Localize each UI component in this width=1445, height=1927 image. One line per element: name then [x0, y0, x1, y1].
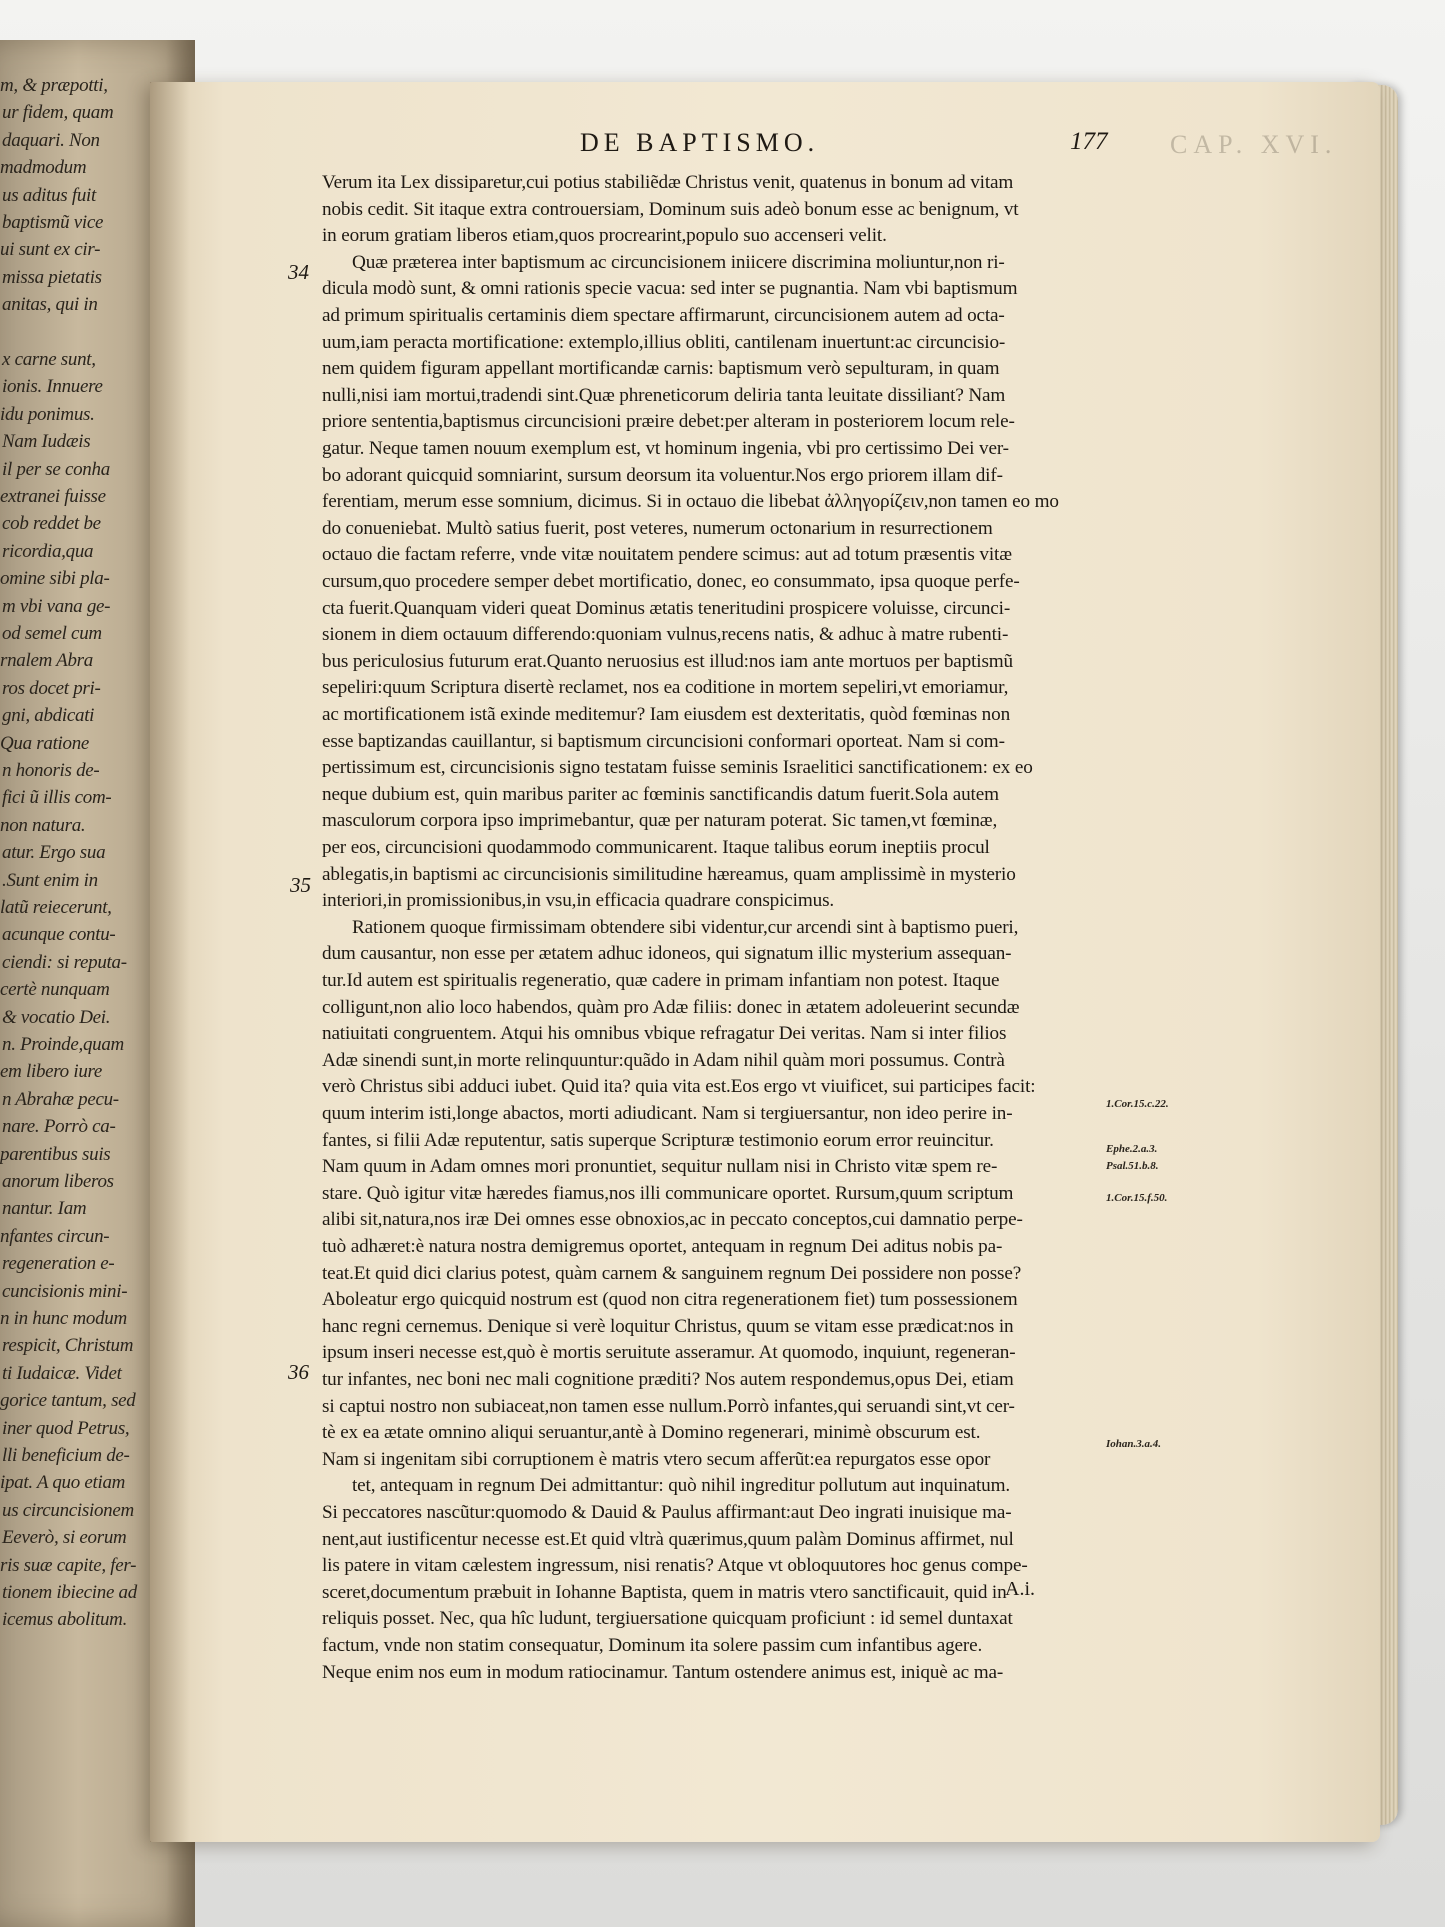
signature-mark: A.i.	[1005, 1578, 1035, 1600]
text-line: Rationem quoque firmissimam obtendere sibi videntur,cur arcendi sint à baptismo pueri,	[352, 916, 1019, 938]
text-line: sepeliri:quum Scriptura disertè reclamet, nos ea coditione in mortem sepeliri,vt emoriamur,	[322, 677, 1009, 699]
left-page-text-line: gni, abdicati	[2, 705, 95, 727]
text-line: bus periculosius futurum erat.Quanto neruosius est illud:nos iam ante mortuos per baptismũ	[322, 650, 1013, 672]
left-page-text-line: atur. Ergo sua	[2, 842, 106, 864]
left-page-text-line: omine sibi pla-	[0, 568, 110, 590]
left-page-text-line: acunque contu-	[2, 924, 116, 946]
text-line: gatur. Neque tamen nouum exemplum est, vt hominum ingenia, vbi pro certissimo Dei ver-	[322, 438, 1009, 459]
page-header-title: DE BAPTISMO.	[580, 128, 820, 157]
text-line: colligunt,non alio loco habendos, quàm pro Adæ filiis: donec in ætatem adoleuerint secundæ	[322, 996, 1020, 1018]
text-line: hanc regni cernemus. Denique si verè loquitur Christus, quum se vitam esse prædicat:nos in	[322, 1315, 1014, 1337]
text-line: lis patere in vitam cælestem ingressum, nisi renatis? Atque vt obloquutores hoc genus compe-	[322, 1555, 1028, 1577]
text-line: esse baptizandas cauillantur, si baptismum circuncisioni conformari oporteat. Nam si com-	[322, 730, 1005, 752]
left-page-text-line: Qua ratione	[0, 732, 90, 754]
left-page-text-line: m vbi vana ge-	[2, 595, 111, 617]
left-page-text-line: us circuncisionem	[2, 1499, 134, 1521]
left-page-text-line: anorum liberos	[2, 1171, 114, 1192]
text-line: nulli,nisi iam mortui,tradendi sint.Quæ phreneticorum deliria tanta leuitate dissiliant? Nam	[322, 384, 1006, 406]
left-page-text-line: Eeverò, si eorum	[2, 1527, 127, 1549]
text-line: ablegatis,in baptismi ac circuncisionis similitudine hæreamus, quam amplissimè in mysterio	[322, 863, 1016, 885]
text-line: uum,iam peracta mortificatione: extemplo,illius obliti, cantilenam inuertunt:ac circuncisio-	[322, 331, 1006, 353]
left-page-text-line: cob reddet be	[2, 513, 101, 535]
text-line: factum, vnde non statim consequatur, Dominum ita solere passim cum infantibus agere.	[322, 1635, 983, 1656]
text-line: masculorum corpora ipso imprimebantur, quæ per naturam poterat. Sic tamen,vt fœminæ,	[322, 810, 998, 832]
left-page-text-line: madmodum	[0, 157, 87, 179]
left-page-text-line: lli beneficium de-	[2, 1445, 130, 1466]
left-page-text-line: certè nunquam	[0, 979, 110, 1001]
left-page-text-line: daquari. Non	[2, 129, 100, 151]
left-page-text-line: ros docet pri-	[2, 677, 101, 699]
show-through-header: CAP. XVI.	[1170, 130, 1338, 159]
margin-note-3: Psal.51.b.8.	[1106, 1160, 1159, 1172]
text-line: do conueniebat. Multò satius fuerit, post veteres, numerum octonarium in resurrectionem	[322, 517, 993, 539]
text-line: Nam si ingenitam sibi corruptionem è matris vtero secum afferũt:ea repurgatos esse opor	[322, 1448, 991, 1470]
section-number-36: 36	[288, 1360, 309, 1384]
left-page-text-line: cuncisionis mini-	[2, 1280, 128, 1302]
text-line: bo adorant quicquid somniarint, sursum deorsum ita voluentur.Nos ergo priorem illam dif-	[322, 464, 1003, 486]
text-line: teat.Et quid dici clarius potest, quàm carnem & sanguinem regnum Dei possidere non posse?	[322, 1262, 1022, 1284]
text-line: reliquis posset. Nec, qua hîc ludunt, tergiuersatione quicquam proficiunt : id semel duntaxat	[322, 1608, 1013, 1630]
text-line: Aboleatur ergo quicquid nostrum est (quod non citra regenerationem fiet) tum possessionem	[322, 1289, 1018, 1311]
text-line: interiori,in promissionibus,in vsu,in efficacia quadrare conspicimus.	[322, 890, 835, 912]
left-page-text-line: ur fidem, quam	[2, 102, 114, 124]
text-line: per eos, circuncisioni quodammodo communicarent. Itaque talibus eorum ineptiis procul	[322, 837, 990, 858]
left-page-text-line: anitas, qui in	[2, 294, 98, 316]
left-page-text-line: ti Iudaicæ. Videt	[2, 1362, 122, 1384]
left-page-text-line: respicit, Christum	[2, 1335, 134, 1357]
left-page-text-line: x carne sunt,	[2, 349, 96, 370]
left-page-text-line: iner quod Petrus,	[2, 1417, 130, 1439]
left-page-text-line: us aditus fuit	[2, 184, 96, 206]
left-page-text-line: ris suæ capite, fer-	[0, 1554, 137, 1576]
left-page-text-line: il per se conha	[2, 458, 110, 480]
text-line: nobis cedit. Sit itaque extra controuersiam, Dominum suis adeò bonum esse ac benignum, vt	[322, 198, 1019, 220]
text-line: Adæ sinendi sunt,in morte relinquuntur:quãdo in Adam nihil quàm mori possumus. Contrà	[322, 1049, 1005, 1071]
left-page-text-line: nare. Porrò ca-	[2, 1116, 116, 1138]
left-page-text-line: Nam Iudæis	[2, 431, 91, 453]
left-page-text-line: n in hunc modum	[0, 1308, 127, 1329]
left-page-text-line: baptismũ vice	[2, 212, 104, 233]
text-line: ac mortificationem istã exinde meditemur? Iam eiusdem est dexteritatis, quòd fœminas non	[322, 704, 1011, 725]
text-line: cta fuerit.Quanquam videri queat Dominus ætatis teneritudini prospicere voluisse, circunci-	[322, 597, 1011, 619]
folio-number: 177	[1070, 128, 1108, 155]
left-page-text-line: ricordia,qua	[2, 540, 94, 562]
margin-note-4: 1.Cor.15.f.50.	[1106, 1192, 1168, 1204]
text-line: Quæ præterea inter baptismum ac circuncisionem iniicere discrimina moliuntur,non ri-	[352, 251, 1005, 273]
margin-note-2: Ephe.2.a.3.	[1106, 1143, 1158, 1155]
left-page-text-line: & vocatio Dei.	[2, 1006, 111, 1028]
left-page-text-line: idu ponimus.	[0, 403, 95, 425]
left-page-text-line: n honoris de-	[2, 760, 100, 781]
left-page-text-line: nfantes circun-	[0, 1225, 110, 1247]
left-page-text-line: gorice tantum, sed	[0, 1390, 136, 1412]
text-line: fantes, si filii Adæ reputentur, satis superque Scripturæ testimonio eorum error reuincitur.	[322, 1129, 994, 1151]
text-line: tur.Id autem est spiritualis regeneratio, quæ cadere in primam infantiam non potest. Itaque	[322, 970, 1000, 991]
text-line: sceret,documentum præbuit in Iohanne Baptista, quem in matris vtero sanctificauit, quid in	[322, 1581, 1007, 1603]
text-line: priore sententia,baptismus circuncisioni præire debet:per alteram in posteriorem locum rele-	[322, 411, 1015, 433]
text-line: tur infantes, nec boni nec mali cognitione præditi? Nos autem respondemus,opus Dei, etiam	[322, 1369, 1014, 1390]
text-line: alibi sit,natura,nos iræ Dei omnes esse obnoxios,ac in peccato conceptos,cui damnatio perpe-	[322, 1209, 1023, 1231]
text-line: quum interim isti,longe abactos, morti adiudicant. Nam si tergiuersantur, non ideo perire in-	[322, 1103, 1013, 1124]
text-line: neque dubium est, quin maribus pariter ac fœminis sanctificandis datum fuerit.Sola autem	[322, 783, 999, 805]
text-line: tet, antequam in regnum Dei admittantur: quò nihil ingreditur pollutum aut inquinatum.	[352, 1475, 1011, 1497]
text-line: ferentiam, merum esse somnium, dicimus. Si in octauo die libebat ἀλληγορίζειν,non tamen eo mo	[322, 491, 1059, 513]
left-page-text-line: non natura.	[0, 814, 86, 836]
text-line: Neque enim nos eum in modum ratiocinamur. Tantum ostendere animus est, iniquè ac ma-	[322, 1661, 1004, 1683]
left-page-text-line: ui sunt ex cir-	[0, 239, 101, 261]
margin-note-5: Iohan.3.a.4.	[1106, 1438, 1162, 1450]
text-line: nent,aut iustificentur necesse est.Et quid vltrà quærimus,quum palàm Dominus affirmet, nul	[322, 1528, 1014, 1550]
left-page-text-line: ipat. A quo etiam	[0, 1472, 126, 1494]
text-line: sionem in diem octauum differendo:quoniam vulnus,recens natis, & adhuc à matre rubenti-	[322, 624, 1009, 646]
text-line: tuò adhæret:è natura nostra demigremus oportet, antequam in regnum Dei aditus nobis pa-	[322, 1236, 1003, 1257]
text-line: nem quidem figuram appellant mortificandæ carnis: baptismum verò sepulturam, in quam	[322, 358, 1000, 380]
text-line: ipsum inseri necesse est,quò è mortis seruitute asseramur. At quomodo, inquiunt, regeneran-	[322, 1342, 1016, 1364]
text-line: Verum ita Lex dissiparetur,cui potius stabiliẽdæ Christus venit, quatenus in bonum ad vitam	[322, 172, 1014, 193]
left-page-text-line: ionis. Innuere	[2, 376, 103, 398]
text-line: in eorum gratiam liberos etiam,quos procrearint,populo suo accenseri velit.	[322, 225, 887, 247]
margin-note-1: 1.Cor.15.c.22.	[1106, 1098, 1169, 1110]
left-page-text-line: n Abrahæ pecu-	[2, 1088, 119, 1110]
left-page-text-line: missa pietatis	[2, 266, 102, 288]
left-page-text-line: od semel cum	[2, 623, 102, 644]
left-page-text-line: extranei fuisse	[0, 486, 106, 507]
text-line: si captui nostro non subiaceat,non tamen esse nullum.Porrò infantes,qui seruandi sint,vt cer-	[322, 1395, 1015, 1417]
left-page-text-line: tionem ibiecine ad	[2, 1582, 137, 1603]
text-line: Nam quum in Adam omnes mori pronuntiet, sequitur nullam nisi in Christo vitæ spem re-	[322, 1156, 998, 1178]
left-page-text-line: .Sunt enim in	[2, 869, 98, 891]
left-page-text-line: ciendi: si reputa-	[2, 951, 127, 973]
left-page-text-line: fici ũ illis com-	[2, 787, 112, 809]
left-page-text-line: nantur. Iam	[2, 1198, 87, 1220]
left-page-text-line: n. Proinde,quam	[2, 1034, 124, 1055]
left-page-text-line: parentibus suis	[0, 1143, 111, 1165]
left-page-text-line: m, & præpotti,	[0, 75, 108, 96]
section-number-35: 35	[290, 873, 311, 897]
text-line: stare. Quò igitur vitæ hæredes fiamus,nos illi communicare oportet. Rursum,quum scriptum	[322, 1182, 1014, 1204]
left-page-text-line: icemus abolitum.	[2, 1609, 128, 1631]
left-page-text-line: em libero iure	[0, 1061, 103, 1083]
section-number-34: 34	[288, 260, 309, 284]
text-line: pertissimum est, circuncisionis signo testatam fuisse seminis Israelitici sanctificationem: ex eo	[322, 757, 1033, 779]
left-page-text-line: latũ reiecerunt,	[0, 897, 112, 918]
text-line: dicula modò sunt, & omni rationis specie vacua: sed inter se pugnantia. Nam vbi baptismum	[322, 278, 1018, 300]
left-page-text-line: regeneration e-	[2, 1253, 115, 1275]
text-line: cursum,quo procedere semper debet mortificatio, donec, eo consummato, ipsa quoque perfe-	[322, 571, 1020, 592]
gutter-shadow	[150, 82, 190, 1842]
text-line: tè ex ea ætate omnino aliqui seruantur,antè à Domino regenerari, minimè obscurum est.	[322, 1422, 981, 1444]
text-line: ad primum spiritualis certaminis diem spectare affirmarunt, circuncisionem autem ad octa-	[322, 305, 1005, 326]
text-line: Si peccatores nascũtur:quomodo & Dauid & Paulus affirmant:aut Deo ingrati inuisique ma-	[322, 1502, 1012, 1523]
text-line: natiuitati congruentem. Atqui his omnibus vbique refragatur Dei veritas. Nam si inter filios	[322, 1023, 1007, 1045]
text-line: dum causantur, non esse per ætatem adhuc idoneos, qui signatum illic mysterium assequan-	[322, 943, 1012, 965]
text-line: octauo die factam referre, vnde vitæ nouitatem pendere scimus: aut ad totum præsentis vitæ	[322, 544, 1012, 566]
text-line: verò Christus sibi adduci iubet. Quid ita? quia vita est.Eos ergo vt viuificet, sui participes facit:	[322, 1076, 1036, 1098]
left-page-text-line: rnalem Abra	[0, 650, 93, 672]
